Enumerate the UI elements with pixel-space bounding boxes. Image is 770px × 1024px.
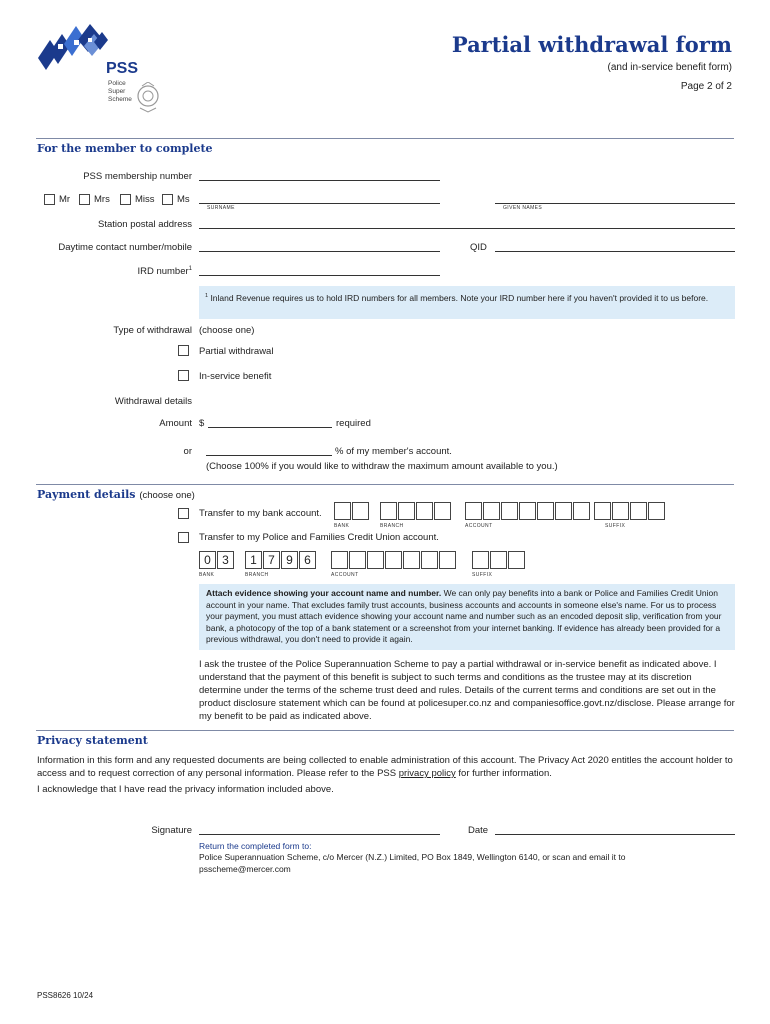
cu-suffix-digit-box[interactable] [472, 551, 489, 569]
cu-suffix-caption: SUFFIX [472, 572, 493, 578]
given-names-field[interactable] [495, 203, 735, 204]
section-divider [36, 730, 734, 731]
cu-account-digit-box[interactable] [331, 551, 348, 569]
given-names-caption: GIVEN NAMES [503, 205, 543, 211]
cu-bank-digit: 0 [199, 551, 216, 569]
bank-digit-box[interactable] [352, 502, 369, 520]
form-subtitle: (and in-service benefit form) [607, 62, 732, 73]
title-mrs-checkbox[interactable] [79, 194, 90, 205]
return-heading: Return the completed form to: [199, 841, 312, 851]
cu-branch-caption: BRANCH [245, 572, 269, 578]
cu-branch-digit: 7 [263, 551, 280, 569]
bank-account-checkbox[interactable] [178, 508, 189, 519]
cu-branch-digit: 6 [299, 551, 316, 569]
logo-subtext: Police Super Scheme [108, 80, 132, 103]
ird-number-label: IRD number$^1$ [137, 266, 192, 278]
suffix-digit-box[interactable] [648, 502, 665, 520]
branch-digit-box[interactable] [380, 502, 397, 520]
ird-number-field[interactable] [199, 275, 440, 276]
date-field[interactable] [495, 834, 735, 835]
privacy-policy-link[interactable]: privacy policy [398, 768, 456, 779]
signature-label: Signature [151, 825, 192, 836]
credit-union-checkbox[interactable] [178, 532, 189, 543]
cu-account-digit-box[interactable] [367, 551, 384, 569]
membership-number-field[interactable] [199, 180, 440, 181]
suffix-digit-box[interactable] [612, 502, 629, 520]
privacy-acknowledge: I acknowledge that I have read the privacy information included above. [37, 784, 334, 795]
section-divider [36, 138, 734, 139]
account-digit-box[interactable] [465, 502, 482, 520]
partial-withdrawal-label: Partial withdrawal [199, 346, 274, 357]
payment-section-heading: Payment details (choose one) [37, 488, 195, 501]
date-label: Date [468, 825, 489, 836]
ird-note: $^1$ Inland Revenue requires us to hold IRD numbers for all members. Note your IRD number here if you haven't provided it to us before. [199, 286, 735, 319]
daytime-contact-label: Daytime contact number/mobile [58, 242, 192, 253]
branch-digit-box[interactable] [416, 502, 433, 520]
surname-field[interactable] [199, 203, 440, 204]
daytime-contact-field[interactable] [199, 251, 440, 252]
cu-account-caption: ACCOUNT [331, 572, 359, 578]
choose-100-note: (Choose 100% if you would like to withdraw the maximum amount available to you.) [206, 461, 558, 472]
branch-digit-box[interactable] [434, 502, 451, 520]
cu-bank-caption: BANK [199, 572, 215, 578]
currency-symbol: $ [199, 418, 205, 429]
station-address-label: Station postal address [97, 219, 192, 230]
title-mrs-label: Mrs [94, 194, 110, 205]
pss-logo-mark [36, 22, 116, 72]
account-digit-box[interactable] [519, 502, 536, 520]
percent-text: % of my member's account. [335, 446, 452, 457]
withdrawal-details-label: Withdrawal details [114, 396, 192, 407]
member-section-heading: For the member to complete [37, 142, 213, 155]
cu-account-digit-box[interactable] [385, 551, 402, 569]
title-miss-checkbox[interactable] [120, 194, 131, 205]
or-label: or [183, 446, 192, 457]
suffix-digit-box[interactable] [630, 502, 647, 520]
amount-label: Amount [159, 418, 192, 429]
cu-bank-digit: 3 [217, 551, 234, 569]
partial-withdrawal-checkbox[interactable] [178, 345, 189, 356]
return-address: Police Superannuation Scheme, c/o Mercer (N.Z.) Limited, PO Box 1849, Wellington 6140, or scan and email it to psscheme@mercer.com [199, 852, 626, 874]
bank-caption: BANK [334, 523, 350, 529]
logo-text: PSS [106, 60, 139, 77]
withdrawal-choose-one: (choose one) [199, 325, 255, 336]
account-digit-box[interactable] [501, 502, 518, 520]
page-number: Page 2 of 2 [680, 81, 732, 92]
account-digit-box[interactable] [573, 502, 590, 520]
account-digit-box[interactable] [483, 502, 500, 520]
station-address-field[interactable] [199, 228, 735, 229]
account-caption: ACCOUNT [465, 523, 493, 529]
form-title: Partial withdrawal form [451, 32, 732, 57]
section-divider [36, 484, 734, 485]
bank-digit-box[interactable] [334, 502, 351, 520]
cu-account-digit-box[interactable] [439, 551, 456, 569]
privacy-text: Information in this form and any requested documents are being collected to enable administration of this account. The Privacy Act 2020 entitles the account holder to access and to request correction of any personal information. Please refer to the PSS privacy policy for further information. [37, 755, 733, 779]
police-badge-icon [136, 82, 160, 114]
signature-field[interactable] [199, 834, 440, 835]
cu-branch-digit: 1 [245, 551, 262, 569]
privacy-heading: Privacy statement [37, 734, 148, 747]
declaration-text: I ask the trustee of the Police Superannuation Scheme to pay a partial withdrawal or in-service benefit as indicated above. I understand that the payment of this benefit is subject to such terms and conditions as the trustee may at its discretion determine under the terms of the scheme trust deed and rules. Details of the current terms and conditions are set out in the product disclosure statement which can be found at policesuper.co.nz and companiesoffice.govt.nz/disclose. Please arrange for my benefit to be paid as indicated above. [199, 659, 735, 722]
branch-caption: BRANCH [380, 523, 404, 529]
title-ms-label: Ms [177, 194, 190, 205]
amount-field[interactable] [208, 427, 332, 428]
amount-required-text: required [336, 418, 371, 429]
title-ms-checkbox[interactable] [162, 194, 173, 205]
suffix-caption: SUFFIX [605, 523, 626, 529]
title-mr-checkbox[interactable] [44, 194, 55, 205]
title-miss-label: Miss [135, 194, 155, 205]
bank-account-option-label: Transfer to my bank account. [199, 508, 322, 519]
title-mr-label: Mr [59, 194, 71, 205]
withdrawal-type-label: Type of withdrawal [113, 325, 192, 336]
membership-number-label: PSS membership number [83, 171, 192, 182]
suffix-digit-box[interactable] [594, 502, 611, 520]
cu-suffix-digit-box[interactable] [490, 551, 507, 569]
percent-field[interactable] [206, 455, 332, 456]
in-service-benefit-checkbox[interactable] [178, 370, 189, 381]
branch-digit-box[interactable] [398, 502, 415, 520]
cu-account-digit-box[interactable] [403, 551, 420, 569]
evidence-note: Attach evidence showing your account name and number. We can only pay benefits into a bank or Police and Families Credit Union account in your name. That excludes family trust accounts, business accounts and accounts in someone else's name. For us to process your payment, you must attach evidence showing your account name and number such as an encoded deposit slip, verification from your bank, a photocopy of the top of a bank statement or a screenshot from your internet banking. If evidence has already been provided for a previous withdrawal, you don't need to provide it again. [199, 584, 735, 650]
in-service-benefit-label: In-service benefit [199, 371, 272, 382]
account-digit-box[interactable] [555, 502, 572, 520]
credit-union-option-label: Transfer to my Police and Families Credit Union account. [199, 532, 439, 543]
form-code: PSS8626 10/24 [37, 991, 94, 1000]
pss-logo [36, 22, 176, 126]
qid-label: QID [470, 242, 487, 253]
surname-caption: SURNAME [207, 205, 235, 211]
cu-suffix-digit-box[interactable] [508, 551, 525, 569]
cu-branch-digit: 9 [281, 551, 298, 569]
cu-account-digit-box[interactable] [421, 551, 438, 569]
cu-account-digit-box[interactable] [349, 551, 366, 569]
account-digit-box[interactable] [537, 502, 554, 520]
qid-field[interactable] [495, 251, 735, 252]
